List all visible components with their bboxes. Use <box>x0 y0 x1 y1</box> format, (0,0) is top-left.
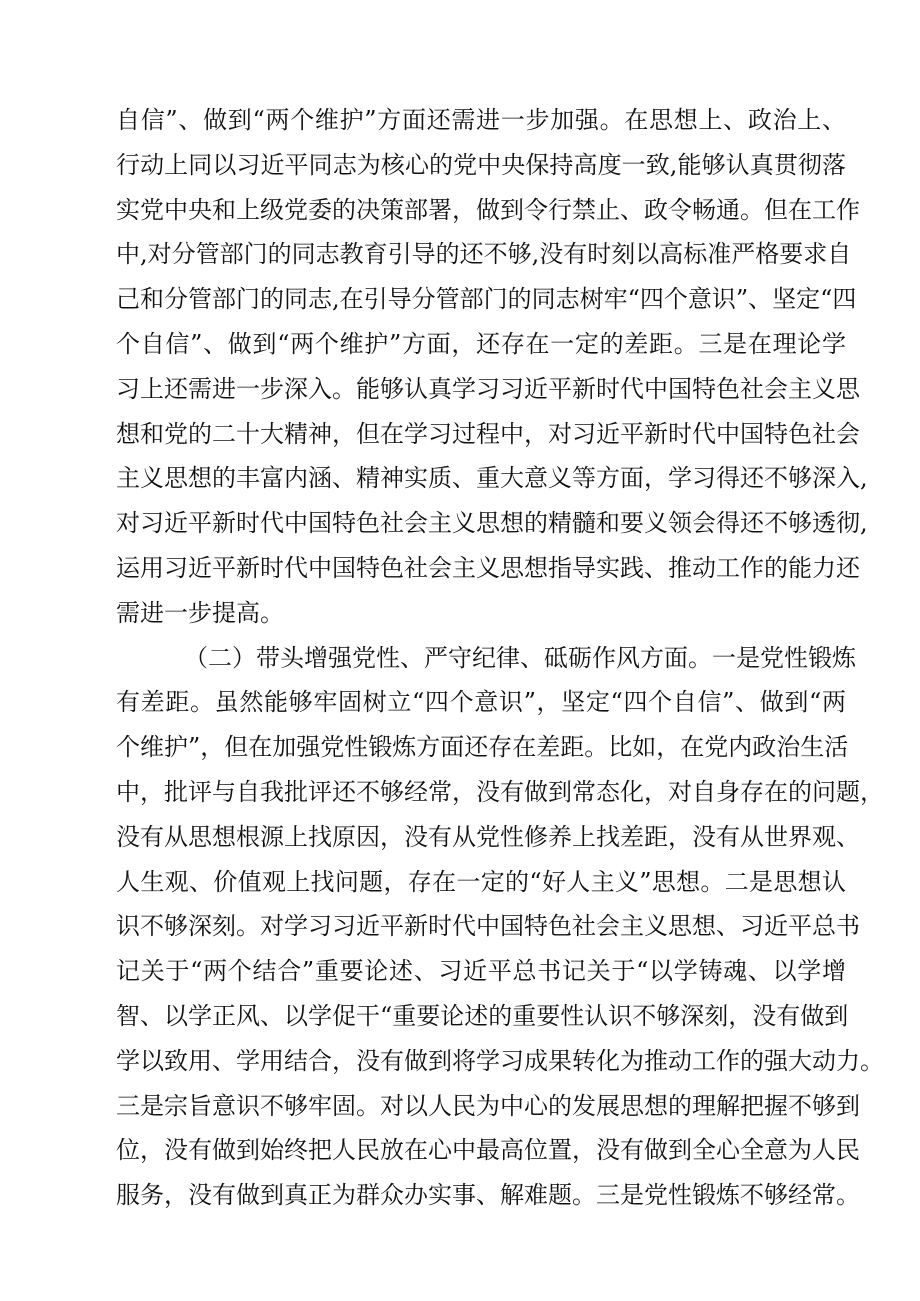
paragraph-end-line: 需进一步提高。 <box>116 598 284 627</box>
text-line: 有差距。虽然能够牢固树立“四个意识”，坚定“四个自信”、做到“两 <box>116 688 846 717</box>
section-heading-line: （二）带头增强党性、严守纪律、砥砺作风方面。一是党性锻炼 <box>184 643 856 672</box>
text-line: 己和分管部门的同志,在引导分管部门的同志树牢“四个意识”、坚定“四 <box>116 285 857 314</box>
text-line: 记关于“两个结合”重要论述、习近平总书记关于“以学铸魂、以学增 <box>116 957 846 986</box>
text-line: 想和党的二十大精神，但在学习过程中，对习近平新时代中国特色社会 <box>116 419 860 448</box>
text-line: 智、以学正风、以学促干“重要论述的重要性认识不够深刻，没有做到 <box>116 1001 849 1030</box>
text-line: 学以致用、学用结合，没有做到将学习成果转化为推动工作的强大动力。 <box>116 1046 884 1075</box>
text-line: 对习近平新时代中国特色社会主义思想的精髓和要义领会得还不够透彻, <box>116 509 868 538</box>
text-line: 运用习近平新时代中国特色社会主义思想指导实践、推动工作的能力还 <box>116 553 860 582</box>
text-line: 个自信”、做到“两个维护”方面，还存在一定的差距。三是在理论学 <box>116 329 846 358</box>
text-line: 行动上同以习近平同志为核心的党中央保持高度一致,能够认真贯彻落 <box>116 150 846 179</box>
text-line: 自信”、做到“两个维护”方面还需进一步加强。在思想上、政治上、 <box>116 106 846 134</box>
text-line: 三是宗旨意识不够牢固。对以人民为中心的发展思想的理解把握不够到 <box>116 1091 860 1120</box>
text-line: 个维护”，但在加强党性锻炼方面还存在差距。比如，在党内政治生活 <box>116 733 849 762</box>
text-line: 中，批评与自我批评还不够经常，没有做到常态化，对自身存在的问题， <box>116 777 884 806</box>
text-line: 服务，没有做到真正为群众办实事、解难题。三是党性锻炼不够经常。 <box>116 1181 860 1210</box>
text-line: 识不够深刻。对学习习近平新时代中国特色社会主义思想、习近平总书 <box>116 912 860 941</box>
text-line: 没有从思想根源上找原因，没有从党性修养上找差距，没有从世界观、 <box>116 822 860 851</box>
text-line: 习上还需进一步深入。能够认真学习习近平新时代中国特色社会主义思 <box>116 374 860 403</box>
text-line: 位，没有做到始终把人民放在心中最高位置，没有做到全心全意为人民 <box>116 1136 860 1165</box>
text-line: 主义思想的丰富内涵、精神实质、重大意义等方面，学习得还不够深入, <box>116 464 868 493</box>
text-line: 人生观、价值观上找问题，存在一定的“好人主义”思想。二是思想认 <box>116 867 846 896</box>
text-line: 实党中央和上级党委的决策部署，做到令行禁止、政令畅通。但在工作 <box>116 195 860 224</box>
text-line: 中,对分管部门的同志教育引导的还不够,没有时刻以高标准严格要求自 <box>116 240 852 269</box>
body-text <box>116 98 884 1218</box>
